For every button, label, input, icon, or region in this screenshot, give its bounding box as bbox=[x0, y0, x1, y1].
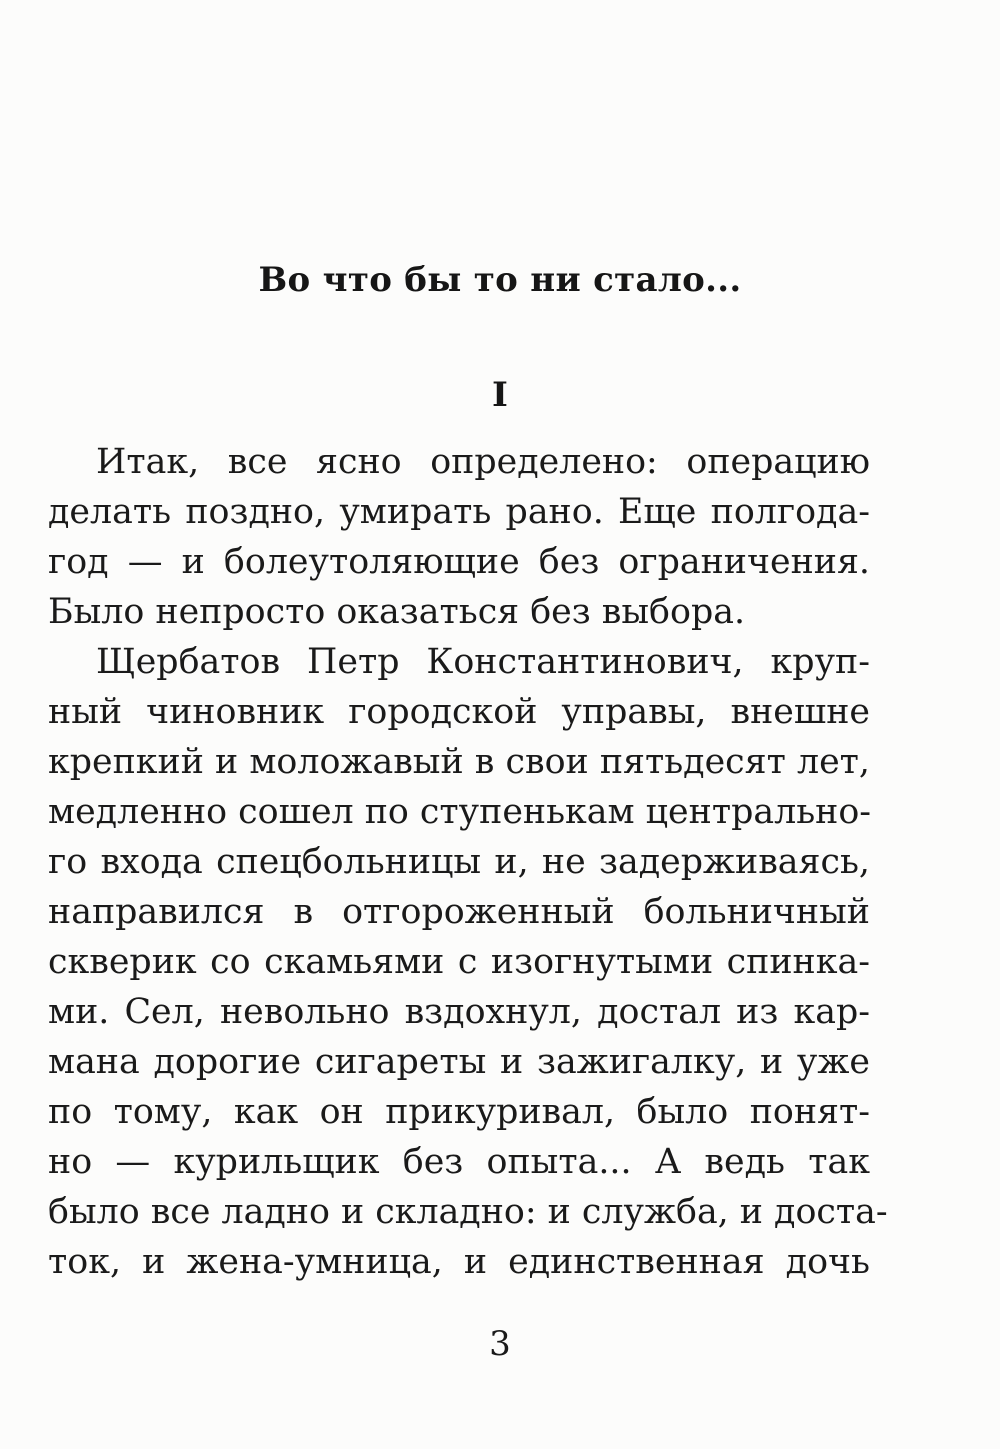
text-line: по тому, как он прикуривал, было понят- bbox=[48, 1092, 870, 1132]
text-line: направился в отгороженный больничный bbox=[48, 892, 870, 932]
page-number: 3 bbox=[489, 1324, 511, 1364]
text-line: медленно сошел по ступенькам центрально- bbox=[48, 792, 872, 832]
text-line: Было непросто оказаться без выбора. bbox=[48, 592, 746, 632]
chapter-title: Во что бы то ни стало... bbox=[258, 260, 742, 300]
section-number: I bbox=[492, 375, 508, 415]
text-line: Итак, все ясно определено: операцию bbox=[96, 442, 870, 482]
text-line: год — и болеутоляющие без ограничения. bbox=[48, 542, 870, 582]
text-line: крепкий и моложавый в свои пятьдесят лет, bbox=[48, 742, 870, 782]
text-line: Щербатов Петр Константинович, круп- bbox=[96, 642, 870, 682]
body-text bbox=[48, 437, 888, 1287]
text-line: ток, и жена-умница, и единственная дочь bbox=[48, 1242, 870, 1282]
text-line: го входа спецбольницы и, не задерживаясь, bbox=[48, 842, 870, 882]
text-line: скверик со скамьями с изогнутыми спинка- bbox=[48, 942, 870, 982]
text-line: делать поздно, умирать рано. Еще полгода- bbox=[48, 492, 870, 532]
text-line: мана дорогие сигареты и зажигалку, и уже bbox=[48, 1042, 870, 1082]
text-line: ми. Сел, невольно вздохнул, достал из кар- bbox=[48, 992, 870, 1032]
text-line: но — курильщик без опыта... А ведь так bbox=[48, 1142, 870, 1182]
text-line: ный чиновник городской управы, внешне bbox=[48, 692, 870, 732]
text-line: было все ладно и складно: и служба, и доста- bbox=[48, 1192, 888, 1232]
